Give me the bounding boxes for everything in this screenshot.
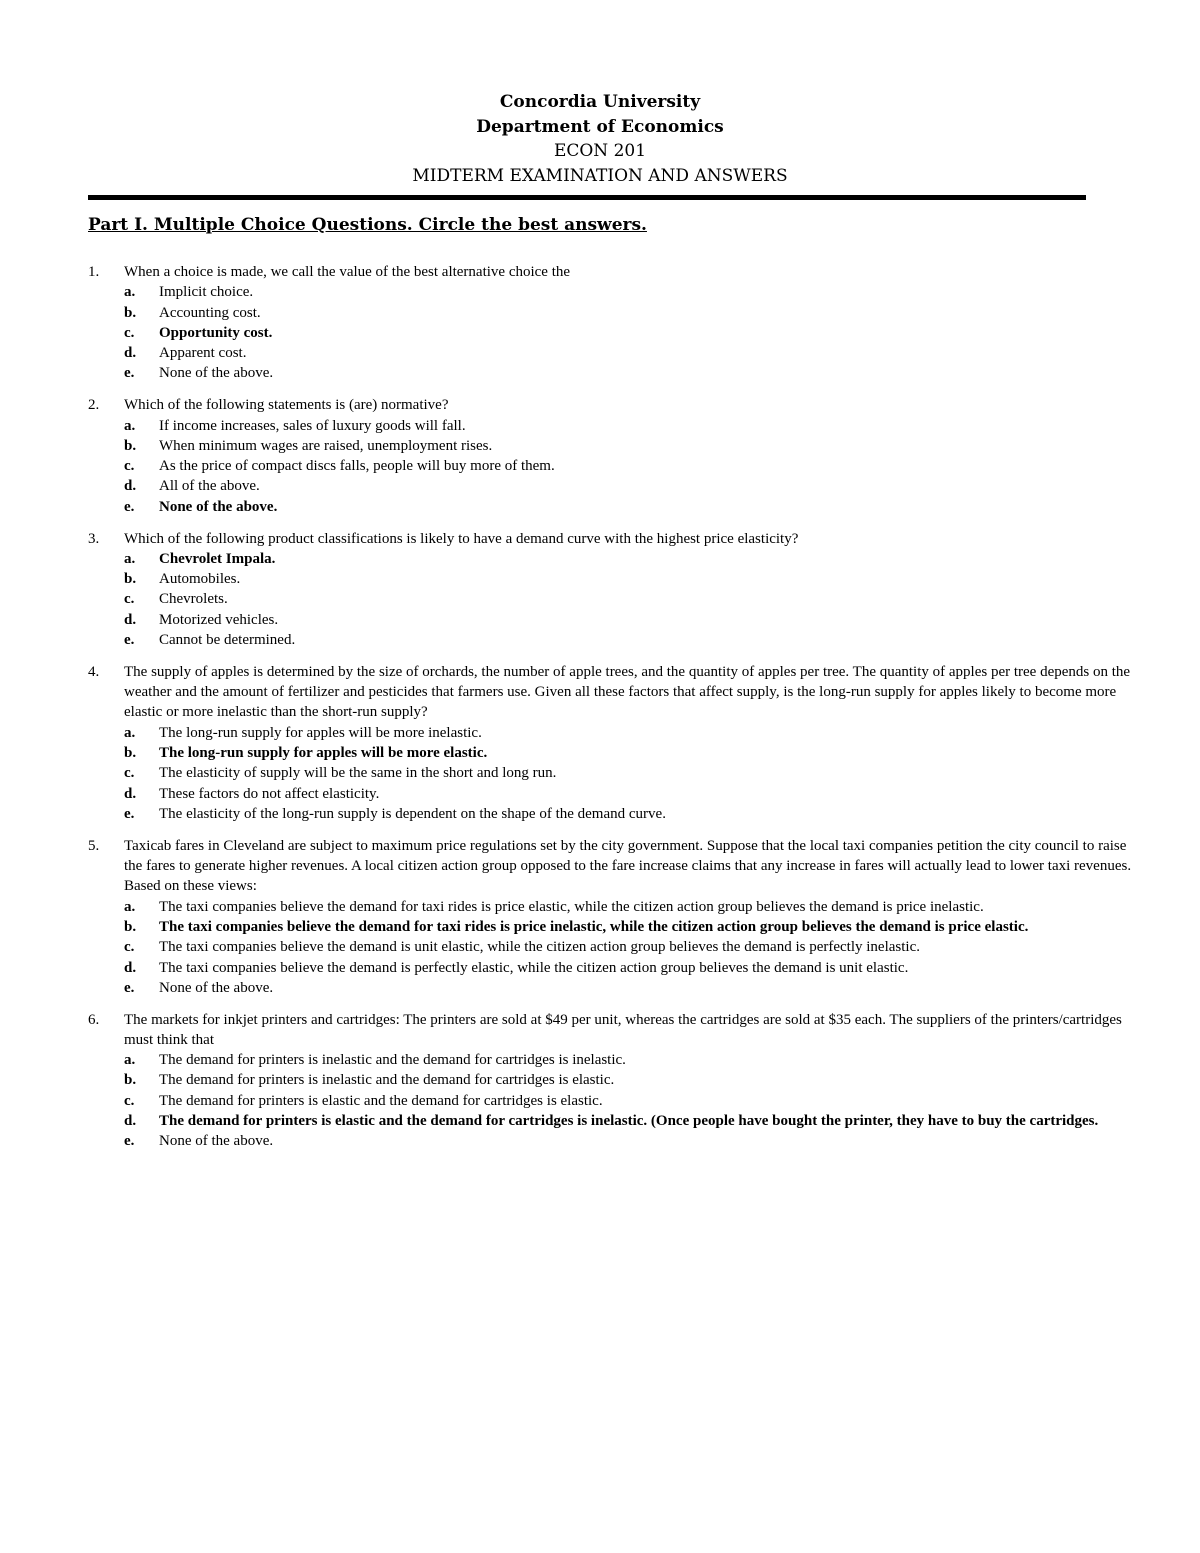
- question-stem: [88, 529, 1148, 549]
- option-text: When minimum wages are raised, unemployment rises.: [159, 437, 493, 454]
- option-letter: b.: [124, 1072, 137, 1089]
- answer-option: [88, 456, 1148, 476]
- option-text: These factors do not affect elasticity.: [159, 785, 380, 802]
- question-text: The markets for inkjet printers and cartridges: The printers are sold at $49 per unit, whereas the cartridges are sold at $35 each. The suppliers of the printers/cartridges must think that: [124, 1011, 1122, 1048]
- correct-answer-text: The demand for printers is elastic and the demand for cartridges is inelastic. (Once people have bought the printer, they have to buy the cartridges.: [159, 1113, 1099, 1130]
- option-text: The demand for printers is elastic and the demand for cartridges is elastic.: [159, 1092, 603, 1109]
- answer-option: [88, 363, 1148, 383]
- option-text: Motorized vehicles.: [159, 611, 279, 628]
- option-letter: d.: [124, 478, 137, 495]
- question-stem: [88, 662, 1148, 723]
- question-text: Which of the following statements is (are) normative?: [124, 397, 449, 414]
- option-letter: b.: [124, 304, 137, 321]
- option-text: The taxi companies believe the demand for taxi rides is price elastic, while the citizen action group believes the demand is price inelastic.: [159, 898, 984, 915]
- correct-answer-text: None of the above.: [159, 498, 278, 515]
- option-text: The demand for printers is inelastic and the demand for cartridges is inelastic.: [159, 1052, 626, 1069]
- correct-answer-text: The taxi companies believe the demand for taxi rides is price inelastic, while the citizen action group believes the demand is price elastic.: [159, 918, 1029, 935]
- question-3: [88, 529, 1148, 651]
- question-stem: [88, 836, 1148, 897]
- option-letter: e.: [124, 365, 135, 382]
- answer-option: [88, 897, 1148, 917]
- option-text: As the price of compact discs falls, people will buy more of them.: [159, 458, 555, 475]
- option-letter: d.: [124, 785, 137, 802]
- answer-option: [88, 763, 1148, 783]
- option-letter: c.: [124, 324, 135, 341]
- answer-option: [88, 958, 1148, 978]
- answer-option: [88, 784, 1148, 804]
- answer-option: [88, 343, 1148, 363]
- option-letter: d.: [124, 1113, 137, 1130]
- correct-answer-text: Opportunity cost.: [159, 324, 273, 341]
- option-letter: a.: [124, 284, 136, 301]
- option-letter: c.: [124, 939, 135, 956]
- option-letter: b.: [124, 745, 137, 762]
- option-letter: d.: [124, 959, 137, 976]
- option-text: Automobiles.: [159, 571, 241, 588]
- option-letter: a.: [124, 898, 136, 915]
- option-text: All of the above.: [159, 478, 260, 495]
- option-text: The elasticity of supply will be the same in the short and long run.: [159, 765, 557, 782]
- question-4: [88, 662, 1148, 824]
- question-stem: [88, 1010, 1148, 1051]
- option-letter: a.: [124, 724, 136, 741]
- option-letter: a.: [124, 417, 136, 434]
- option-letter: c.: [124, 765, 135, 782]
- option-letter: b.: [124, 918, 137, 935]
- option-letter: e.: [124, 979, 135, 996]
- question-5: [88, 836, 1148, 998]
- option-text: Implicit choice.: [159, 284, 254, 301]
- answer-option: [88, 416, 1148, 436]
- option-text: None of the above.: [159, 979, 274, 996]
- answer-option: [88, 436, 1148, 456]
- option-text: None of the above.: [159, 365, 274, 382]
- question-number: 6.: [88, 1011, 100, 1028]
- answer-option: [88, 723, 1148, 743]
- answer-option: [88, 743, 1148, 763]
- option-letter: c.: [124, 591, 135, 608]
- answer-option: [88, 476, 1148, 496]
- option-text: If income increases, sales of luxury goods will fall.: [159, 417, 466, 434]
- answer-option: [88, 610, 1148, 630]
- option-text: None of the above.: [159, 1133, 274, 1150]
- question-text: The supply of apples is determined by the size of orchards, the number of apple trees, and the quantity of apples per tree. The quantity of apples per tree depends on the weather and the amount of fertilizer and pesticides that farmers use. Given all these factors that affect supply, is the long-run supply for apples likely to become more elastic or more inelastic than the short-run supply?: [124, 663, 1131, 721]
- option-text: Cannot be determined.: [159, 632, 296, 649]
- question-1: [88, 262, 1148, 384]
- answer-option: [88, 589, 1148, 609]
- answer-option: [88, 323, 1148, 343]
- question-text: Taxicab fares in Cleveland are subject to maximum price regulations set by the city government. Suppose that the local taxi companies petition the city council to raise the fares to generate higher revenues. A local citizen action group opposed to the fare increase claims that any increase in fares will actually lead to lower taxi revenues. Based on these views:: [124, 837, 1132, 895]
- question-6: [88, 1010, 1148, 1152]
- option-letter: e.: [124, 805, 135, 822]
- question-text: Which of the following product classifications is likely to have a demand curve with the highest price elasticity?: [124, 530, 799, 547]
- document-header: [0, 90, 1200, 188]
- course-code: ECON 201: [553, 141, 647, 161]
- question-number: 3.: [88, 530, 100, 547]
- answer-option: [88, 1111, 1148, 1131]
- option-text: The elasticity of the long-run supply is dependent on the shape of the demand curve.: [159, 805, 666, 822]
- answer-option: [88, 1131, 1148, 1151]
- question-number: 5.: [88, 837, 100, 854]
- option-letter: d.: [124, 611, 137, 628]
- department-name: Department of Economics: [476, 116, 724, 137]
- answer-option: [88, 1091, 1148, 1111]
- option-letter: d.: [124, 345, 137, 362]
- option-text: Apparent cost.: [159, 345, 247, 362]
- question-number: 2.: [88, 397, 100, 414]
- option-text: The taxi companies believe the demand is perfectly elastic, while the citizen action group believes the demand is unit elastic.: [159, 959, 909, 976]
- option-letter: c.: [124, 458, 135, 475]
- option-letter: b.: [124, 437, 137, 454]
- option-letter: a.: [124, 550, 136, 567]
- question-number: 4.: [88, 663, 100, 680]
- answer-option: [88, 917, 1148, 937]
- option-letter: c.: [124, 1092, 135, 1109]
- option-letter: e.: [124, 632, 135, 649]
- question-list: [88, 262, 1148, 1163]
- section-title: Part I. Multiple Choice Questions. Circle the best answers.: [88, 215, 647, 235]
- answer-option: [88, 282, 1148, 302]
- answer-option: [88, 1070, 1148, 1090]
- option-text: Accounting cost.: [159, 304, 261, 321]
- answer-option: [88, 978, 1148, 998]
- answer-option: [88, 569, 1148, 589]
- question-stem: [88, 262, 1148, 282]
- option-letter: e.: [124, 498, 135, 515]
- option-text: The long-run supply for apples will be more inelastic.: [159, 724, 482, 741]
- correct-answer-text: The long-run supply for apples will be more elastic.: [159, 745, 488, 762]
- answer-option: [88, 630, 1148, 650]
- question-stem: [88, 395, 1148, 415]
- header-divider: [88, 195, 1086, 200]
- answer-option: [88, 497, 1148, 517]
- university-name: Concordia University: [499, 92, 701, 112]
- option-letter: a.: [124, 1052, 136, 1069]
- answer-option: [88, 303, 1148, 323]
- question-2: [88, 395, 1148, 517]
- answer-option: [88, 549, 1148, 569]
- exam-title: MIDTERM EXAMINATION AND ANSWERS: [412, 165, 788, 186]
- question-number: 1.: [88, 264, 100, 280]
- option-letter: b.: [124, 571, 137, 588]
- correct-answer-text: Chevrolet Impala.: [159, 550, 276, 567]
- option-text: The demand for printers is inelastic and the demand for cartridges is elastic.: [159, 1072, 615, 1089]
- answer-option: [88, 804, 1148, 824]
- answer-option: [88, 1050, 1148, 1070]
- answer-option: [88, 937, 1148, 957]
- option-text: The taxi companies believe the demand is unit elastic, while the citizen action group believes the demand is perfectly inelastic.: [159, 939, 920, 956]
- option-letter: e.: [124, 1133, 135, 1150]
- option-text: Chevrolets.: [159, 591, 228, 608]
- question-text: When a choice is made, we call the value of the best alternative choice the: [124, 264, 571, 280]
